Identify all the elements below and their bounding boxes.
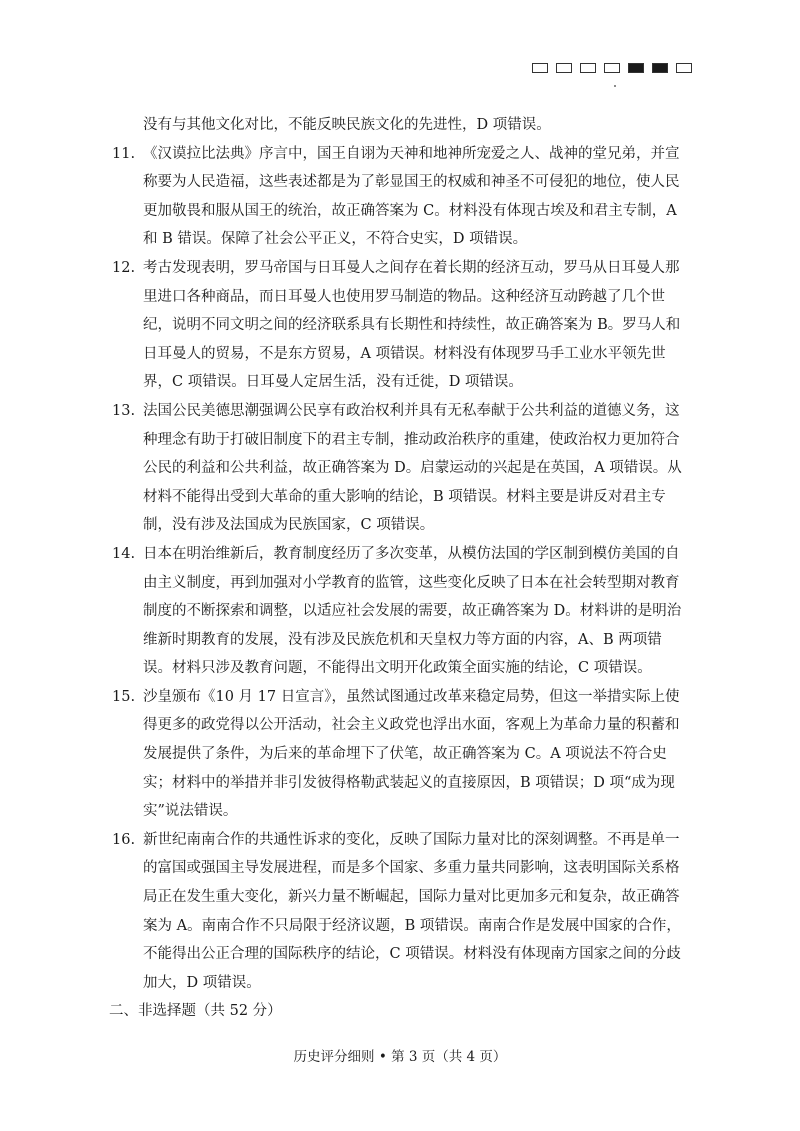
item-text: 考古发现表明，罗马帝国与日耳曼人之间存在着长期的经济互动，罗马从日耳曼人那里进口各种商品，而日耳曼人也使用罗马制造的物品。这种经济互动跨越了几个世纪，说明不同文明之间的经济联系具有长期性和持续性，故正确答案为 B。罗马人和日耳曼人的贸易，不是东方贸易，A 项错误。材料没有体现罗马手工业水平领先世界，C 项错误。日耳曼人定居生活，没有迁徙，D 项错误。 — [143, 259, 681, 391]
item-text: 新世纪南南合作的共通性诉求的变化，反映了国际力量对比的深刻调整。不再是单一的富国或强国主导发展进程，而是多个国家、多重力量共同影响，这表明国际关系格局正在发生重大变化，新兴力量不断崛起，国际力量对比更加多元和复杂，故正确答案为 A。南南合作不只局限于经济议题，B 项错误。南南合作是发展中国家的合作，不能得出公正合理的国际秩序的结论，C 项错误。材料没有体现南方国家之间的分歧加大，D 项错误。 — [143, 831, 681, 991]
answer-content — [109, 111, 690, 1026]
item-text: 《汉谟拉比法典》序言中，国王自诩为天神和地神所宠爱之人、战神的堂兄弟，并宣称要为人民造福，这些表述都是为了彰显国王的权威和神圣不可侵犯的地位，使人民更加敬畏和服从国王的统治，故正确答案为 C。材料没有体现古埃及和君主专制，A 和 B 错误。保障了社会公平正义，不符合史实，D 项错误。 — [143, 145, 680, 248]
page-footer: 历史评分细则 • 第 3 页（共 4 页） — [293, 1049, 507, 1065]
answer-item-13 — [112, 397, 690, 540]
item-text: 法国公民美德思潮强调公民享有政治权利并具有无私奉献于公共利益的道德义务，这种理念有助于打破旧制度下的君主专制，推动政治秩序的重建，使政治权力更加符合公民的利益和公共利益，故正确答案为 D。启蒙运动的兴起是在英国，A 项错误。从材料不能得出受到大革命的重大影响的结论，B 项错误。材料主要是讲反对君主专制，没有涉及法国成为民族国家，C 项错误。 — [143, 402, 682, 534]
header-mark — [580, 63, 596, 73]
item-number: 11. — [112, 145, 136, 162]
answer-item-16 — [112, 826, 690, 998]
answer-item-12 — [112, 254, 690, 397]
item-text: 沙皇颁布《10 月 17 日宣言》，虽然试图通过改革来稳定局势，但这一举措实际上使得更多的政党得以公开活动，社会主义政党也浮出水面，客观上为革命力量的积蓄和发展提供了条件，为后来的革命埋下了伏笔，故正确答案为 C。A 项说法不符合史实；材料中的举措并非引发彼得格勒武装起义的直接原因，B 项错误；D 项“成为现实”说法错误。 — [143, 688, 680, 820]
answer-item-14 — [112, 540, 690, 683]
answer-item-11 — [112, 140, 690, 254]
item-number: 15. — [112, 688, 136, 705]
item-number: 14. — [112, 545, 136, 562]
item-number: 13. — [112, 402, 136, 419]
item-number: 12. — [112, 259, 136, 276]
item-number: 16. — [112, 831, 136, 848]
header-mark — [652, 63, 668, 73]
header-mark — [532, 63, 548, 73]
section-heading: 二、非选择题（共 52 分） — [109, 1003, 282, 1020]
decorative-dot — [614, 85, 616, 87]
item-text: 日本在明治维新后，教育制度经历了多次变革，从模仿法国的学区制到模仿美国的自由主义制度，再到加强对小学教育的监管，这些变化反映了日本在社会转型期对教育制度的不断探索和调整，以适应社会发展的需要，故正确答案为 D。材料讲的是明治维新时期教育的发展，没有涉及民族危机和天皇权力等方面的内容，A、B 两项错误。材料只涉及教育问题，不能得出文明开化政策全面实施的结论，C 项错误。 — [143, 545, 682, 677]
header-mark — [628, 63, 644, 73]
continuation-paragraph: 没有与其他文化对比，不能反映民族文化的先进性，D 项错误。 — [143, 117, 551, 133]
answer-item-15 — [112, 683, 690, 826]
header-mark — [556, 63, 572, 73]
header-mark — [604, 63, 620, 73]
header-marks — [532, 63, 692, 73]
header-mark — [676, 63, 692, 73]
